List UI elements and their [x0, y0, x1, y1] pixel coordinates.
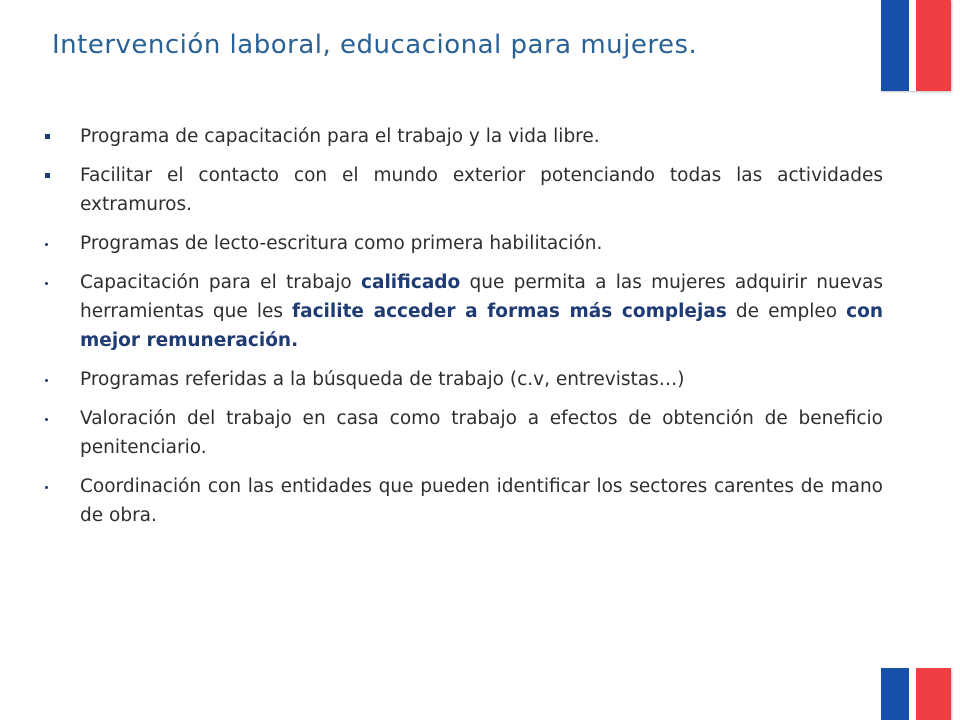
bullet-list: [40, 122, 883, 540]
bullet-icon: [45, 134, 50, 139]
list-item: [40, 122, 883, 151]
bullet-icon: [45, 173, 50, 178]
list-item: [40, 161, 883, 219]
item-text: Programas de lecto-escritura como primera habilitación.: [80, 233, 603, 254]
list-item: [40, 472, 883, 530]
item-text: Capacitación para el trabajo: [80, 272, 362, 293]
item-text: Programa de capacitación para el trabajo y la vida libre.: [80, 126, 600, 147]
flag-red-stripe: [916, 0, 951, 91]
flag-blue-stripe: [881, 668, 909, 720]
bullet-icon: [45, 243, 48, 246]
flag-blue-stripe: [881, 0, 909, 91]
flag-red-stripe: [916, 668, 951, 720]
list-item: [40, 268, 883, 355]
slide-title: Intervención laboral, educacional para mujeres.: [52, 30, 698, 60]
list-item: [40, 365, 883, 394]
list-item: [40, 229, 883, 258]
emphasis-text: con mejor remuneración.: [80, 301, 883, 351]
list-item: [40, 404, 883, 462]
item-text: Programas referidas a la búsqueda de trabajo (c.v, entrevistas…): [80, 369, 685, 390]
item-text: que permita a las mujeres adquirir nuevas herramientas que les: [80, 272, 883, 322]
bullet-icon: [45, 379, 48, 382]
item-text: de empleo: [726, 301, 847, 322]
item-text: Facilitar el contacto con el mundo exterior potenciando todas las actividades extramuros.: [80, 165, 883, 215]
item-text: Coordinación con las entidades que pueden identificar los sectores carentes de mano de obra.: [80, 476, 883, 526]
item-text: Valoración del trabajo en casa como trabajo a efectos de obtención de beneficio penitenciario.: [80, 408, 883, 458]
flag-decoration-top: [881, 0, 951, 91]
flag-decoration-bottom: [881, 668, 951, 720]
bullet-icon: [45, 418, 48, 421]
emphasis-text: facilite acceder a formas más complejas: [292, 301, 727, 322]
emphasis-text: calificado: [361, 272, 461, 293]
bullet-icon: [45, 282, 48, 285]
bullet-icon: [45, 486, 48, 489]
